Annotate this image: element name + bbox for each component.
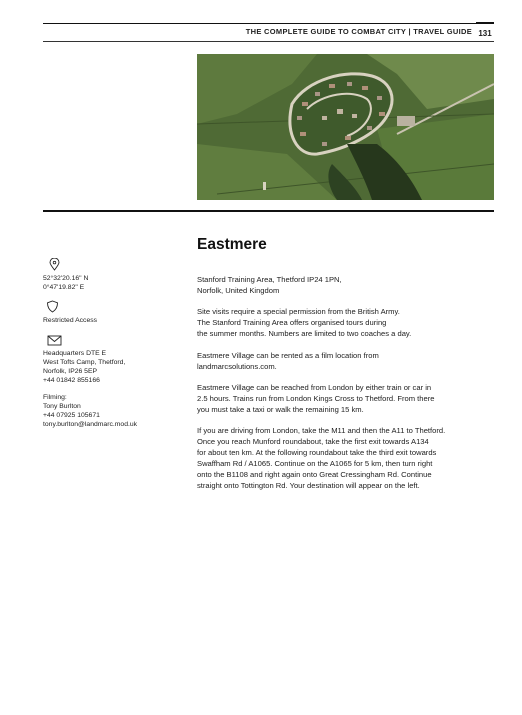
header-top-rule (43, 23, 494, 24)
running-title: THE COMPLETE GUIDE TO COMBAT CITY | TRAVEL GUIDE (245, 27, 472, 36)
filming-label: Filming: (43, 394, 67, 401)
section-rule (43, 210, 494, 212)
coordinates-block (43, 258, 193, 292)
latitude: 52°32'20.16" N (43, 275, 89, 282)
header-bottom-rule (43, 41, 494, 42)
hq-address-1: West Tofts Camp, Thetford, (43, 359, 126, 366)
filming-phone: +44 07925 105671 (43, 412, 100, 419)
contact-block (43, 333, 193, 385)
access-level: Restricted Access (43, 317, 98, 324)
map-pin-icon (49, 258, 60, 271)
train-paragraph: Eastmere Village can be reached from London by either train or car in 2.5 hours. Trains run from London Kings Cross to Thetford. From there you must take a taxi or walk the remaining 15 km. (197, 383, 435, 414)
page-number: 131 (476, 22, 494, 41)
info-sidebar (43, 258, 193, 437)
driving-paragraph: If you are driving from London, take the M11 and then the A11 to Thetford. Once you reach Munford roundabout, take the first exit towards A134 for about ten km. At the following roundabout take the third exit towards Swaffham Rd / A1065. Continue on the A1065 for 5 km, then turn right onto the B1108 and right again onto Great Cressingham Rd. Continue straight onto Tottington Rd. Your destination will appear on the left. (197, 426, 446, 490)
visits-paragraph: Site visits require a special permission from the British Army. The Stanford Training Area offers organised tours during the summer months. Numbers are limited to two coaches a day. (197, 307, 412, 339)
page-title: Eastmere (197, 236, 267, 253)
access-block (43, 300, 193, 325)
address-paragraph: Stanford Training Area, Thetford IP24 1PN, Norfolk, United Kingdom (197, 275, 342, 295)
shield-icon (46, 300, 59, 313)
filming-contact-block (43, 393, 193, 429)
aerial-photo (197, 54, 494, 200)
hq-phone: +44 01842 855166 (43, 377, 100, 384)
film-location-paragraph: Eastmere Village can be rented as a film location from landmarcsolutions.com. (197, 350, 379, 371)
longitude: 0°47'19.82" E (43, 284, 85, 291)
filming-name: Tony Burlton (43, 403, 81, 410)
aerial-photo-drawing (197, 54, 494, 200)
envelope-icon (47, 333, 62, 346)
hq-name: Headquarters DTE E (43, 350, 107, 357)
hq-address-2: Norfolk, IP26 5EP (43, 368, 98, 375)
filming-email: tony.burlton@landmarc.mod.uk (43, 421, 138, 428)
main-text (197, 275, 497, 502)
